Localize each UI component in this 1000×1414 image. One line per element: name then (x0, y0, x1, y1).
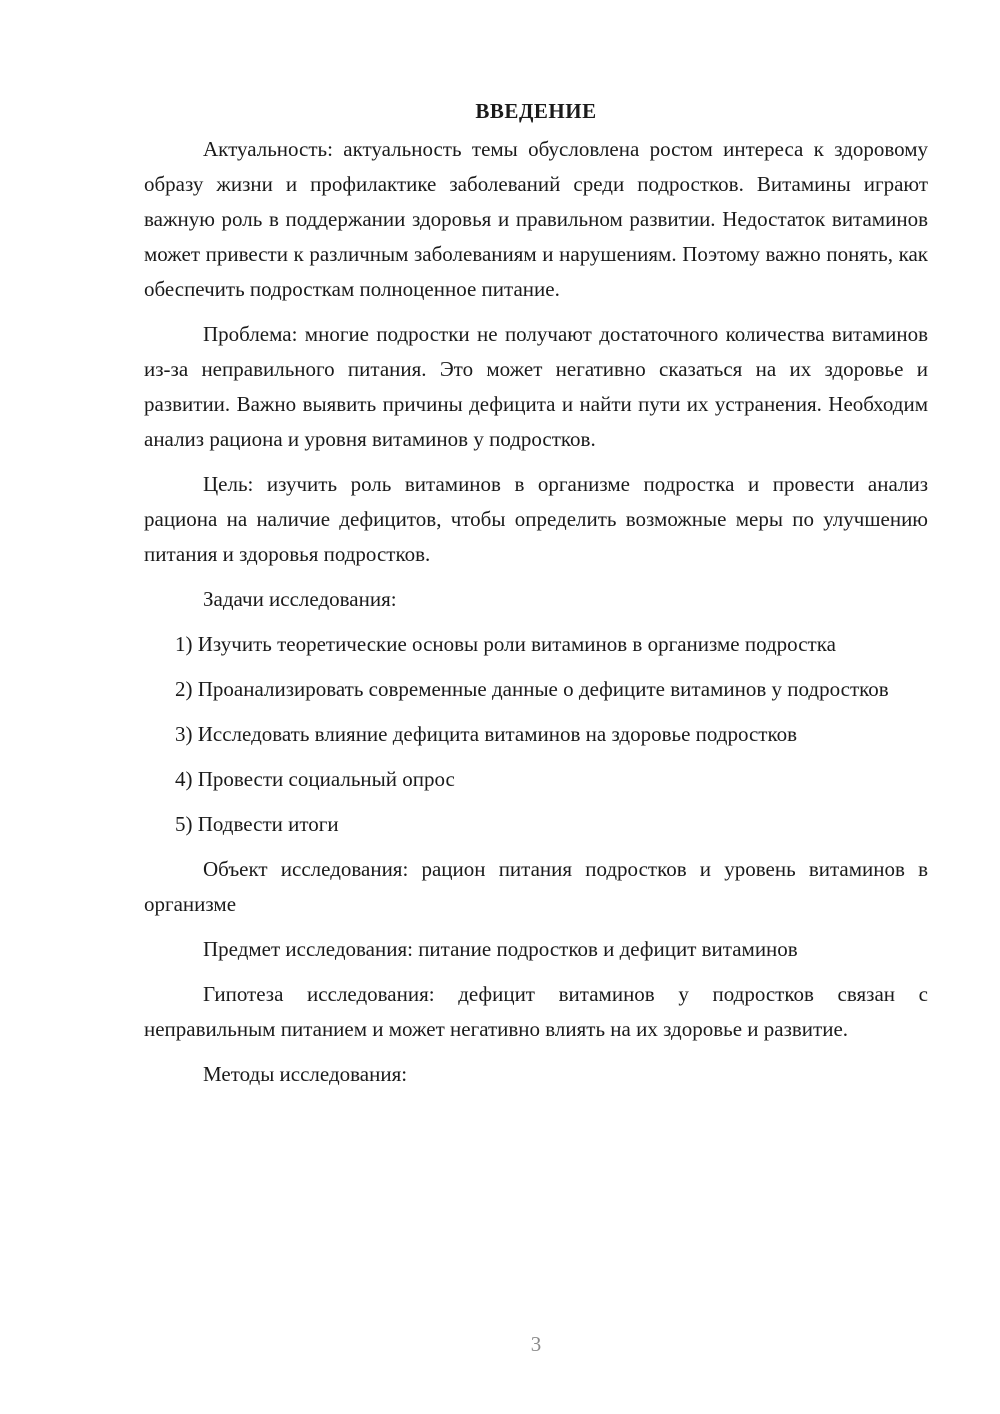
task-item-1: 1) Изучить теоретические основы роли витаминов в организме подростка (175, 632, 836, 656)
paragraph-goal: Цель: изучить роль витаминов в организме подростка и провести анализ рациона на наличие дефицитов, чтобы определить возможные меры по улучшению питания и здоровья подростков. (144, 472, 928, 566)
page-number: 3 (530, 1332, 542, 1356)
task-item-2: 2) Проанализировать современные данные о дефиците витаминов у подростков (175, 677, 889, 701)
paragraph-problem: Проблема: многие подростки не получают достаточного количества витаминов из-за неправильного питания. Это может негативно сказаться на их здоровье и развитии. Важно выявить причины дефицита и найти пути их устранения. Необходим анализ рациона и уровня витаминов у подростков. (144, 322, 928, 451)
paragraph-hypothesis: Гипотеза исследования: дефицит витаминов у подростков связан с неправильным питанием и может негативно влиять на их здоровье и развитие. (144, 982, 928, 1041)
document-page (144, 96, 928, 1102)
task-item-4: 4) Провести социальный опрос (175, 767, 455, 791)
paragraph-subject: Предмет исследования: питание подростков и дефицит витаминов (203, 937, 798, 961)
paragraph-methods: Методы исследования: (203, 1062, 408, 1086)
task-item-5: 5) Подвести итоги (175, 812, 339, 836)
paragraph-tasks-heading: Задачи исследования: (203, 587, 397, 611)
task-item-3: 3) Исследовать влияние дефицита витаминов на здоровье подростков (175, 722, 798, 746)
paragraph-relevance: Актуальность: актуальность темы обусловлена ростом интереса к здоровому образу жизни и профилактике заболеваний среди подростков. Витамины играют важную роль в поддержании здоровья и правильном развитии. Недостаток витаминов может привести к различным заболеваниям и нарушениям. Поэтому важно понять, как обеспечить подросткам полноценное питание. (144, 137, 928, 301)
paragraph-object: Объект исследования: рацион питания подростков и уровень витаминов в организме (144, 857, 928, 916)
page-title: ВВЕДЕНИЕ (475, 99, 597, 123)
